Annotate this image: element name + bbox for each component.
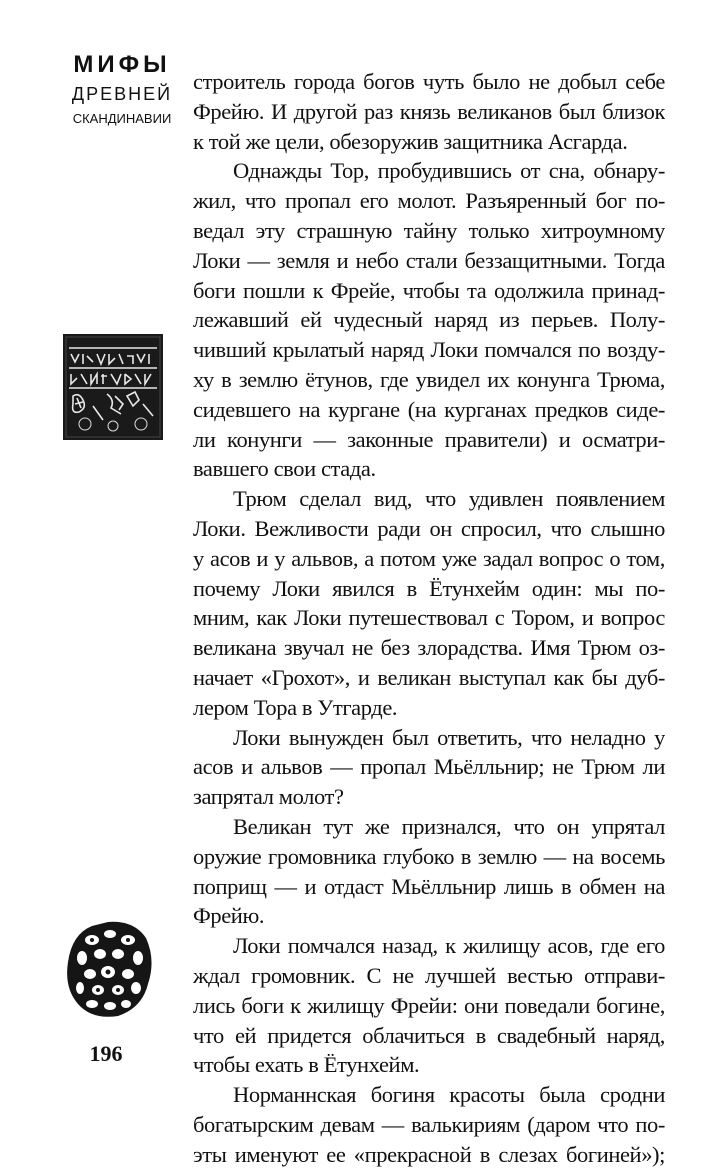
text-line: оружие громовника глубоко в землю — на восемь	[193, 843, 665, 869]
text-line: начает «Грохот», и великан выступал как бы дуб-	[193, 664, 665, 690]
text-line: боги пошли к Фрейе, чтобы та одолжила принад-	[193, 277, 665, 303]
running-head-subtitle-2: СКАНДИНАВИИ	[72, 111, 172, 126]
text-line: Локи вынужден был ответить, что неладно у	[233, 724, 665, 750]
text-line: богатырским девам — валькириям (даром что по-	[193, 1111, 665, 1137]
text-line: Локи — земля и небо стали беззащитными. Тогда	[193, 247, 665, 273]
text-line: запрятал молот?	[193, 784, 344, 810]
text-line: Норманнская богиня красоты была сродни	[233, 1082, 665, 1108]
text-line: ждал громовник. С не лучшей вестью отправи-	[193, 962, 665, 988]
text-line: Фрейю. И другой раз князь великанов был близок	[193, 98, 665, 124]
text-line: лежавший ей чудесный наряд из перьев. Полу-	[193, 307, 665, 333]
text-line: Фрейю.	[193, 903, 265, 929]
text-line: сидевшего на кургане (на курганах предков сиде-	[193, 396, 665, 422]
text-line: поприщ — и отдаст Мьёлльнир лишь в обмен на	[193, 873, 665, 899]
text-line: мним, как Локи путешествовал с Тором, и вопрос	[193, 605, 665, 631]
text-line: что ей придется облачиться в свадебный наряд,	[193, 1022, 665, 1048]
text-line: жил, что пропал его молот. Разъяренный бог по-	[193, 188, 665, 214]
text-line: ли конунги — законные правители) и осматри-	[193, 426, 665, 452]
carved-relief-illustration	[63, 334, 163, 440]
text-line: эты именуют ее «прекрасной в слезах богиней»);	[193, 1141, 665, 1167]
text-line: почему Локи явился в Ётунхейм один: мы по-	[193, 575, 665, 601]
text-line: лись боги к жилищу Фрейи: они поведали богине,	[193, 992, 665, 1018]
text-line: асов и альвов — пропал Мьёлльнир; не Трюм ли	[193, 754, 665, 780]
text-line: Великан тут же признался, что он упрятал	[233, 813, 665, 839]
text-line: строитель города богов чуть было не добыл себе	[193, 69, 665, 94]
text-line: Локи помчался назад, к жилищу асов, где его	[233, 933, 665, 959]
text-line: Однажды Тор, пробудившись от сна, обнару-	[233, 158, 665, 184]
text-line: вавшего свои стада.	[193, 456, 376, 482]
text-line: лером Тора в Утгарде.	[193, 694, 398, 720]
knot-ornament-illustration	[62, 918, 154, 1020]
text-line: великана звучал не без злорадства. Имя Трюм оз-	[193, 635, 665, 661]
text-line: Трюм сделал вид, что удивлен появлением	[233, 486, 665, 512]
body-text	[193, 67, 665, 1169]
text-line: у асов и у альвов, а потом уже задал вопрос о том,	[193, 545, 665, 571]
running-head-subtitle: ДРЕВНЕЙ	[71, 84, 173, 104]
text-line: Локи. Вежливости ради он спросил, что слышно	[193, 515, 665, 541]
text-line: ведал эту страшную тайну только хитроумному	[193, 217, 665, 243]
running-head	[62, 50, 182, 130]
page-number: 196	[89, 1041, 123, 1066]
text-line: чивший крылатый наряд Локи помчался по возду-	[193, 337, 665, 363]
text-line: к той же цели, обезоружив защитника Асгарда.	[193, 128, 628, 154]
text-line: ху в землю ётунов, где увидел их конунга Трюма,	[193, 366, 665, 392]
running-head-title: МИФЫ	[73, 51, 171, 78]
text-line: чтобы ехать в Ётунхейм.	[193, 1052, 420, 1078]
